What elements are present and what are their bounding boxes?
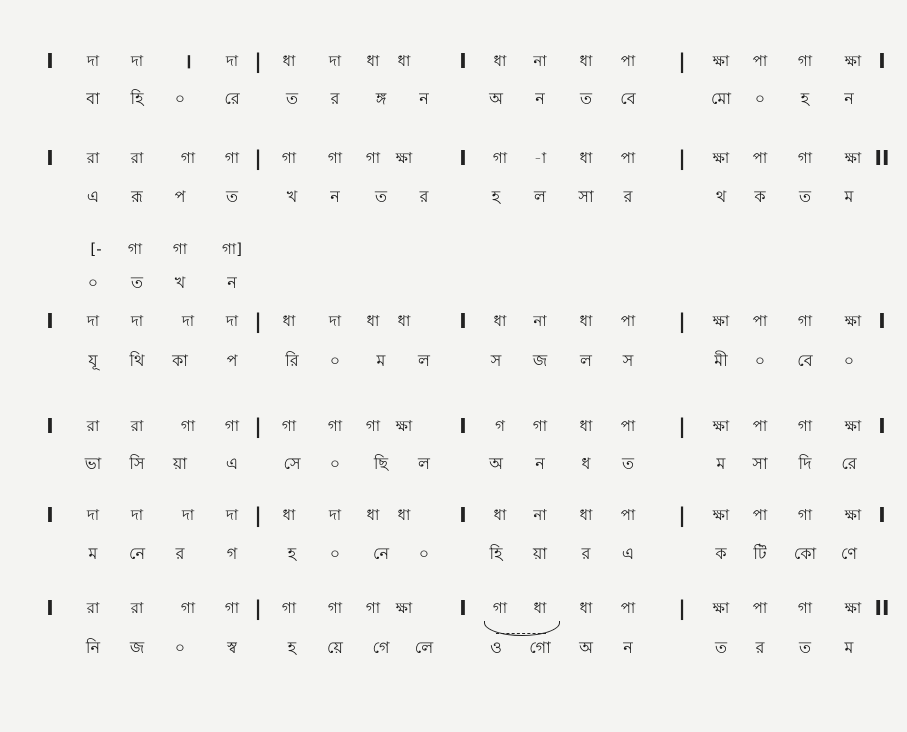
swara-note: দা	[328, 506, 342, 524]
lyric-syllable: হ	[287, 544, 297, 563]
lyric-syllable: যূ	[88, 351, 98, 370]
swara-note: পা	[620, 312, 636, 330]
lyric-syllable: ০	[174, 89, 186, 108]
lyric-syllable: ন	[535, 89, 545, 108]
bar-line-mark: I	[46, 503, 54, 527]
bar-line-mark: |	[254, 596, 262, 620]
notation-line	[0, 307, 907, 335]
swara-note: গা	[797, 506, 813, 524]
lyric-syllable: য়ে	[327, 638, 343, 657]
notation-line	[0, 594, 907, 622]
swara-note: রা	[130, 417, 144, 435]
bar-line-mark: |	[254, 309, 262, 333]
swara-note: রা	[130, 149, 144, 167]
swara-note: -া	[533, 149, 547, 167]
lyric-syllable: দি	[798, 454, 812, 473]
swara-note: গা	[797, 52, 813, 70]
swara-note: গা	[281, 149, 297, 167]
lyric-syllable: ০	[754, 89, 766, 108]
lyric-syllable: নি	[85, 638, 101, 657]
lyric-syllable: ত	[130, 273, 144, 292]
lyric-syllable: গো	[529, 638, 551, 657]
swara-note: ধা	[397, 506, 411, 524]
swara-note: দা	[86, 52, 100, 70]
swara-note: দা	[328, 312, 342, 330]
lyric-syllable: ত	[714, 638, 728, 657]
swara-note: ধা	[493, 506, 507, 524]
lyric-syllable: ল	[534, 187, 546, 206]
lyric-syllable: হি	[489, 544, 503, 563]
swara-note: [-	[90, 240, 102, 258]
lyric-syllable: ক	[754, 187, 766, 206]
swara-note: গা	[365, 417, 381, 435]
swara-note: গা	[224, 599, 240, 617]
bar-line-mark: |	[678, 414, 686, 438]
lyric-syllable: বে	[620, 89, 636, 108]
lyric-syllable: নে	[372, 544, 390, 563]
lyric-syllable: ল	[418, 454, 430, 473]
lyric-syllable: ত	[225, 187, 239, 206]
lyric-syllable: জ	[129, 638, 145, 657]
lyric-syllable: রি	[285, 351, 299, 370]
lyric-line	[0, 540, 907, 568]
swara-note: ক্ষা	[844, 417, 862, 435]
lyric-syllable: হ	[287, 638, 297, 657]
swara-note: দা	[130, 506, 144, 524]
swara-note: ধা	[579, 149, 593, 167]
swara-note: গা	[797, 599, 813, 617]
bar-line-mark: I	[46, 146, 54, 170]
swara-note: রা	[86, 149, 100, 167]
swara-note: পা	[752, 599, 768, 617]
swara-note: গা	[127, 240, 143, 258]
lyric-line	[0, 269, 907, 297]
lyric-syllable: নে	[128, 544, 146, 563]
lyric-syllable: স	[622, 351, 634, 370]
bar-line-mark: I	[878, 49, 886, 73]
lyric-syllable: ০	[418, 544, 430, 563]
lyric-syllable: র	[581, 544, 591, 563]
swara-note: ক্ষা	[844, 506, 862, 524]
notation-line	[0, 144, 907, 172]
lyric-syllable: হ	[491, 187, 501, 206]
lyric-syllable: বা	[86, 89, 100, 108]
lyric-syllable: ণে	[840, 544, 858, 563]
lyric-syllable: ম	[376, 351, 386, 370]
swara-note: ক্ষা	[844, 149, 862, 167]
swara-note: ধা	[579, 52, 593, 70]
lyric-syllable: হ	[800, 89, 810, 108]
swara-note: গা	[180, 149, 196, 167]
swara-note: গা	[492, 599, 508, 617]
lyric-syllable: এ	[225, 454, 239, 473]
lyric-syllable: ম	[844, 187, 854, 206]
lyric-syllable: র	[330, 89, 340, 108]
lyric-line	[0, 634, 907, 662]
lyric-syllable: ম	[844, 638, 854, 657]
swara-note: ক্ষা	[395, 599, 413, 617]
swara-note: না	[533, 506, 547, 524]
bar-line-mark: |	[254, 414, 262, 438]
bar-line-mark: I	[46, 414, 54, 438]
swara-note: গা	[797, 417, 813, 435]
lyric-syllable: ০	[87, 273, 99, 292]
bar-line-mark: I	[46, 596, 54, 620]
notation-line	[0, 412, 907, 440]
swara-note: দা	[225, 506, 239, 524]
bar-line-mark: |	[254, 146, 262, 170]
lyric-syllable: খ	[174, 273, 186, 292]
lyric-syllable: ০	[174, 638, 186, 657]
lyric-syllable: ন	[535, 454, 545, 473]
swara-note: পা	[752, 417, 768, 435]
swara-note: ধা	[579, 599, 593, 617]
lyric-syllable: ন	[227, 273, 237, 292]
bar-line-mark: I	[459, 309, 467, 333]
swara-note: গা	[281, 599, 297, 617]
swara-note: পা	[620, 149, 636, 167]
bar-line-mark: |	[254, 49, 262, 73]
swara-note: রা	[86, 417, 100, 435]
lyric-syllable: ন	[844, 89, 854, 108]
swara-note: পা	[752, 506, 768, 524]
lyric-syllable: ত	[798, 638, 812, 657]
lyric-syllable: ০	[754, 351, 766, 370]
lyric-syllable: ০	[843, 351, 855, 370]
lyric-line	[0, 347, 907, 375]
lyric-syllable: জ	[532, 351, 548, 370]
swara-note: পা	[752, 52, 768, 70]
swara-note: গা	[797, 149, 813, 167]
swara-note: ক্ষা	[844, 599, 862, 617]
lyric-syllable: অ	[489, 454, 503, 473]
swara-note: দা	[225, 312, 239, 330]
swara-note: ধা	[366, 52, 380, 70]
bar-line-mark: I	[878, 414, 886, 438]
lyric-syllable: এ	[621, 544, 635, 563]
swara-note: ধা	[366, 506, 380, 524]
swara-note: রা	[130, 599, 144, 617]
lyric-syllable: থি	[129, 351, 145, 370]
swara-note: গা	[327, 599, 343, 617]
swara-note: ক্ষা	[712, 417, 730, 435]
bar-line-mark: |	[678, 146, 686, 170]
swara-note: দা	[225, 52, 239, 70]
bar-line-mark: |	[678, 596, 686, 620]
swara-note: গা	[797, 312, 813, 330]
swara-note: গা]	[221, 240, 243, 258]
swara-note: দা	[328, 52, 342, 70]
swara-note: গা	[365, 149, 381, 167]
swara-note: ধা	[282, 52, 296, 70]
swara-note: দা	[86, 506, 100, 524]
lyric-syllable: র	[623, 187, 633, 206]
bar-line-mark: II	[874, 146, 890, 170]
bar-line-mark: ।	[184, 49, 192, 73]
swara-note: দা	[181, 312, 195, 330]
lyric-syllable: টি	[753, 544, 767, 563]
lyric-syllable: ভা	[84, 454, 102, 473]
swara-note: ক্ষা	[844, 312, 862, 330]
swara-note: না	[533, 312, 547, 330]
lyric-syllable: রে	[224, 89, 240, 108]
lyric-syllable: সা	[752, 454, 768, 473]
lyric-syllable: মী	[714, 351, 728, 370]
bar-line-mark: I	[459, 146, 467, 170]
lyric-syllable: ল	[580, 351, 592, 370]
lyric-syllable: রূ	[131, 187, 143, 206]
lyric-syllable: ল	[418, 351, 430, 370]
lyric-syllable: য়া	[172, 454, 188, 473]
swara-note: পা	[620, 52, 636, 70]
lyric-syllable: ০	[329, 454, 341, 473]
lyric-syllable: সা	[578, 187, 594, 206]
lyric-syllable: প	[226, 351, 238, 370]
swara-note: দা	[181, 506, 195, 524]
lyric-syllable: সি	[129, 454, 145, 473]
bar-line-mark: |	[254, 503, 262, 527]
swara-note: ধা	[282, 312, 296, 330]
swara-note: ক্ষা	[712, 599, 730, 617]
lyric-syllable: অ	[489, 89, 503, 108]
swara-note: গা	[224, 417, 240, 435]
lyric-syllable: গ	[226, 544, 238, 563]
swara-note: ধা	[579, 417, 593, 435]
lyric-syllable: মো	[710, 89, 732, 108]
lyric-syllable: থ	[715, 187, 727, 206]
notation-line	[0, 235, 907, 263]
lyric-syllable: ন	[330, 187, 340, 206]
bar-line-mark: I	[459, 503, 467, 527]
lyric-syllable: প	[174, 187, 186, 206]
swara-note: ধা	[397, 52, 411, 70]
swara-note: ক্ষা	[395, 417, 413, 435]
lyric-line	[0, 85, 907, 113]
swara-note: ধা	[493, 312, 507, 330]
lyric-syllable: কা	[172, 351, 188, 370]
lyric-line	[0, 183, 907, 211]
bar-line-mark: I	[878, 503, 886, 527]
swara-note: গা	[327, 417, 343, 435]
lyric-syllable: হি	[130, 89, 144, 108]
lyric-syllable: ঙ্গ	[375, 89, 387, 108]
lyric-line	[0, 450, 907, 478]
swara-note: দা	[130, 52, 144, 70]
swara-note: ধা	[579, 312, 593, 330]
swara-note: ধা	[282, 506, 296, 524]
swara-note: রা	[86, 599, 100, 617]
lyric-syllable: খ	[286, 187, 298, 206]
lyric-syllable: র	[175, 544, 185, 563]
bar-line-mark: I	[878, 309, 886, 333]
lyric-syllable: ও	[490, 638, 502, 657]
lyric-syllable: স	[490, 351, 502, 370]
swara-note: ক্ষা	[712, 506, 730, 524]
swara-note: দা	[86, 312, 100, 330]
lyric-syllable: ক	[715, 544, 727, 563]
notation-line	[0, 501, 907, 529]
swara-note: ধা	[533, 599, 547, 617]
swara-note: ধা	[493, 52, 507, 70]
lyric-syllable: ম	[716, 454, 726, 473]
swara-note: পা	[620, 599, 636, 617]
swara-note: ক্ষা	[844, 52, 862, 70]
swara-note: গা	[180, 417, 196, 435]
lyric-syllable: ম	[88, 544, 98, 563]
swara-note: গা	[224, 149, 240, 167]
lyric-syllable: অ	[579, 638, 593, 657]
lyric-syllable: ত	[798, 187, 812, 206]
lyric-syllable: এ	[86, 187, 100, 206]
lyric-syllable: ত	[579, 89, 593, 108]
swara-note: পা	[620, 417, 636, 435]
bar-line-mark: |	[678, 309, 686, 333]
swara-note: গা	[327, 149, 343, 167]
notation-line	[0, 47, 907, 75]
swara-note: গা	[492, 149, 508, 167]
swara-note: ধা	[366, 312, 380, 330]
swara-note: পা	[752, 149, 768, 167]
lyric-syllable: ন	[623, 638, 633, 657]
swara-note: ক্ষা	[395, 149, 413, 167]
swara-note: ধা	[579, 506, 593, 524]
bar-line-mark: |	[678, 49, 686, 73]
lyric-syllable: ধ	[581, 454, 591, 473]
bar-line-mark: I	[459, 414, 467, 438]
bar-line-mark: I	[46, 309, 54, 333]
lyric-syllable: ত	[621, 454, 635, 473]
lyric-syllable: লে	[414, 638, 434, 657]
lyric-syllable: গে	[372, 638, 390, 657]
lyric-syllable: র	[419, 187, 429, 206]
bar-line-mark: I	[459, 596, 467, 620]
lyric-syllable: ন	[419, 89, 429, 108]
lyric-syllable: ছি	[373, 454, 389, 473]
bar-line-mark: I	[46, 49, 54, 73]
lyric-syllable: য়া	[532, 544, 548, 563]
lyric-syllable: ত	[374, 187, 388, 206]
swara-note: দা	[130, 312, 144, 330]
lyric-syllable: ০	[329, 351, 341, 370]
swara-note: ক্ষা	[712, 52, 730, 70]
lyric-syllable: র	[755, 638, 765, 657]
lyric-syllable: বে	[797, 351, 813, 370]
swara-note: গা	[172, 240, 188, 258]
lyric-syllable: কো	[793, 544, 817, 563]
swara-note: গা	[180, 599, 196, 617]
lyric-syllable: স্ব	[227, 638, 237, 657]
swara-note: পা	[752, 312, 768, 330]
swara-note: না	[533, 52, 547, 70]
bar-line-mark: I	[459, 49, 467, 73]
lyric-syllable: ত	[285, 89, 299, 108]
swara-note: গা	[281, 417, 297, 435]
swara-note: গা	[532, 417, 548, 435]
bar-line-mark: II	[874, 596, 890, 620]
lyric-syllable: ০	[329, 544, 341, 563]
lyric-syllable: রে	[841, 454, 857, 473]
swara-note: ধা	[397, 312, 411, 330]
bar-line-mark: |	[678, 503, 686, 527]
swara-note: ক্ষা	[712, 312, 730, 330]
swara-note: ক্ষা	[712, 149, 730, 167]
swara-note: গ	[495, 417, 505, 435]
lyric-syllable: সে	[283, 454, 301, 473]
swara-note: পা	[620, 506, 636, 524]
swara-note: গা	[365, 599, 381, 617]
